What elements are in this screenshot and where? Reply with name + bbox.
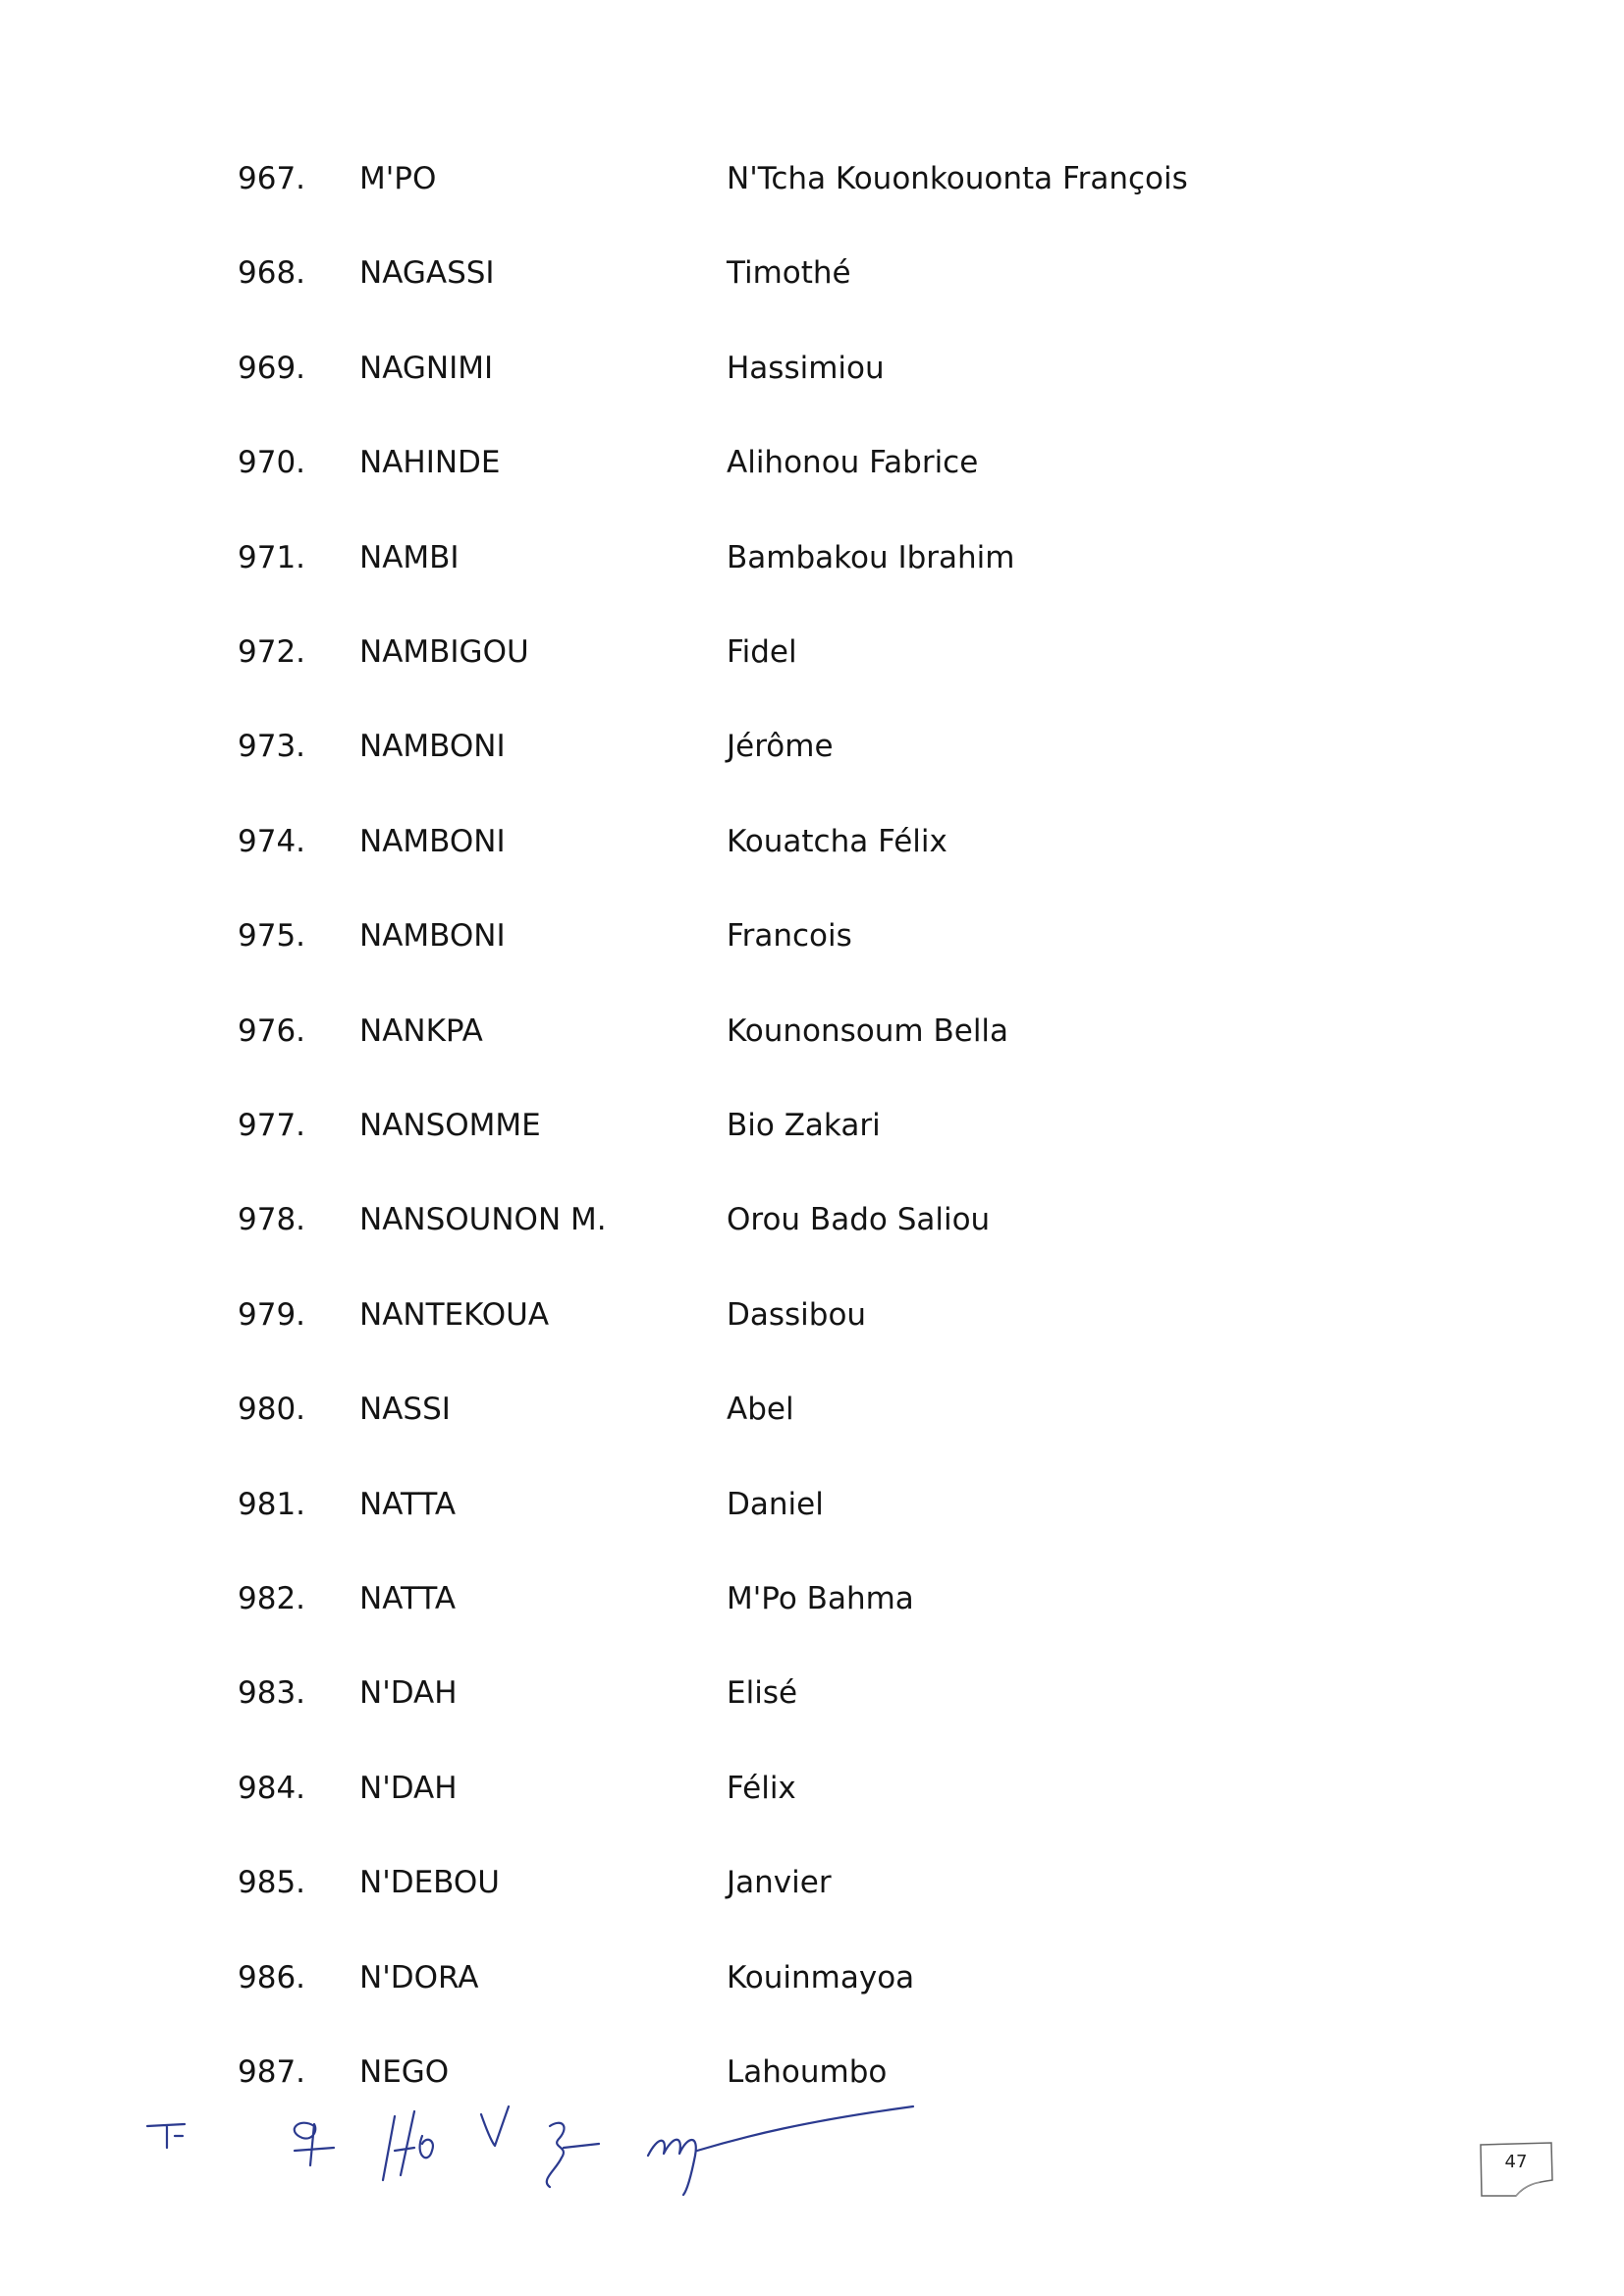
list-item [0, 1285, 1624, 1344]
signature-mark [547, 2123, 599, 2187]
page-number: 47 [1504, 2152, 1528, 2172]
entry-number: 976. [238, 1012, 306, 1049]
entry-surname: M'PO [359, 161, 437, 196]
entry-surname: NANKPA [359, 1012, 483, 1049]
entry-surname: NANSOUNON M. [359, 1202, 607, 1238]
list-item [0, 1475, 1624, 1534]
entry-surname: NATTA [359, 1581, 457, 1616]
entry-given-names: Dassibou [727, 1296, 867, 1333]
entry-given-names: Bambakou Ibrahim [727, 539, 1015, 575]
entry-given-names: Kouatcha Félix [727, 823, 947, 859]
entry-surname: NAMBI [359, 539, 460, 575]
signature-mark [295, 2123, 334, 2165]
entry-given-names: Daniel [727, 1486, 824, 1522]
list-item [0, 1759, 1624, 1818]
entry-given-names: Kounonsoum Bella [727, 1012, 1009, 1049]
entry-given-names: Orou Bado Saliou [727, 1202, 991, 1238]
list-item [0, 1002, 1624, 1061]
list-item [0, 1380, 1624, 1439]
entry-surname: NAHINDE [359, 445, 501, 481]
entry-surname: NANTEKOUA [359, 1296, 550, 1333]
entry-number: 968. [238, 255, 306, 292]
entry-number: 983. [238, 1675, 306, 1712]
list-item [0, 1853, 1624, 1912]
entry-surname: NAGNIMI [359, 350, 494, 386]
entry-given-names: Félix [727, 1770, 796, 1806]
entry-number: 979. [238, 1296, 306, 1333]
entry-number: 978. [238, 1202, 306, 1238]
list-item [0, 1948, 1624, 2007]
list-item [0, 339, 1624, 398]
entry-surname: NAMBIGOU [359, 634, 529, 670]
entry-surname: NASSI [359, 1392, 451, 1428]
entry-given-names: Timothé [727, 255, 851, 292]
entry-number: 980. [238, 1392, 306, 1428]
list-item [0, 1664, 1624, 1722]
list-item [0, 528, 1624, 587]
entry-given-names: Janvier [727, 1865, 832, 1901]
entry-number: 969. [238, 350, 306, 386]
list-item [0, 2043, 1624, 2102]
entry-surname: NAMBONI [359, 918, 506, 955]
entry-number: 970. [238, 445, 306, 481]
list-item [0, 149, 1624, 208]
list-item [0, 433, 1624, 492]
entry-number: 977. [238, 1108, 306, 1143]
entry-given-names: Bio Zakari [727, 1108, 881, 1143]
entry-surname: NAMBONI [359, 823, 506, 859]
entry-given-names: Abel [727, 1392, 794, 1428]
entry-number: 986. [238, 1959, 306, 1995]
entry-given-names: Fidel [727, 634, 797, 670]
list-item [0, 623, 1624, 682]
entry-given-names: Lahoumbo [727, 2054, 888, 2090]
entry-given-names: Alihonou Fabrice [727, 445, 979, 481]
list-item [0, 717, 1624, 776]
entry-number: 975. [238, 918, 306, 955]
entry-number: 982. [238, 1581, 306, 1616]
entry-surname: NEGO [359, 2054, 450, 2090]
list-item [0, 1569, 1624, 1628]
list-item [0, 812, 1624, 871]
entry-given-names: Francois [727, 918, 852, 955]
entry-number: 972. [238, 634, 306, 670]
entry-number: 967. [238, 161, 306, 196]
entry-number: 973. [238, 729, 306, 765]
entry-surname: NATTA [359, 1486, 457, 1522]
entry-number: 984. [238, 1770, 306, 1806]
entry-number: 971. [238, 539, 306, 575]
signature-mark [147, 2124, 185, 2148]
entry-surname: N'DEBOU [359, 1865, 500, 1901]
entry-number: 974. [238, 823, 306, 859]
entry-given-names: M'Po Bahma [727, 1581, 914, 1616]
entry-given-names: Kouinmayoa [727, 1959, 915, 1995]
entry-given-names: Elisé [727, 1675, 798, 1712]
signature-mark [383, 2111, 433, 2180]
entry-number: 985. [238, 1865, 306, 1901]
entry-surname: N'DORA [359, 1959, 479, 1995]
entry-given-names: Hassimiou [727, 350, 885, 386]
entry-surname: N'DAH [359, 1675, 458, 1712]
list-item [0, 1190, 1624, 1249]
signature-mark [481, 2106, 509, 2146]
handwritten-signatures [137, 2097, 943, 2205]
entry-surname: NAMBONI [359, 729, 506, 765]
entry-surname: NANSOMME [359, 1108, 541, 1143]
entry-number: 981. [238, 1486, 306, 1522]
list-item [0, 244, 1624, 302]
entry-number: 987. [238, 2054, 306, 2090]
entry-surname: N'DAH [359, 1770, 458, 1806]
list-item [0, 1096, 1624, 1155]
entry-given-names: Jérôme [727, 729, 834, 765]
entry-given-names: N'Tcha Kouonkouonta François [727, 161, 1188, 196]
entry-surname: NAGASSI [359, 255, 495, 292]
signature-mark [648, 2106, 913, 2195]
list-item [0, 906, 1624, 965]
